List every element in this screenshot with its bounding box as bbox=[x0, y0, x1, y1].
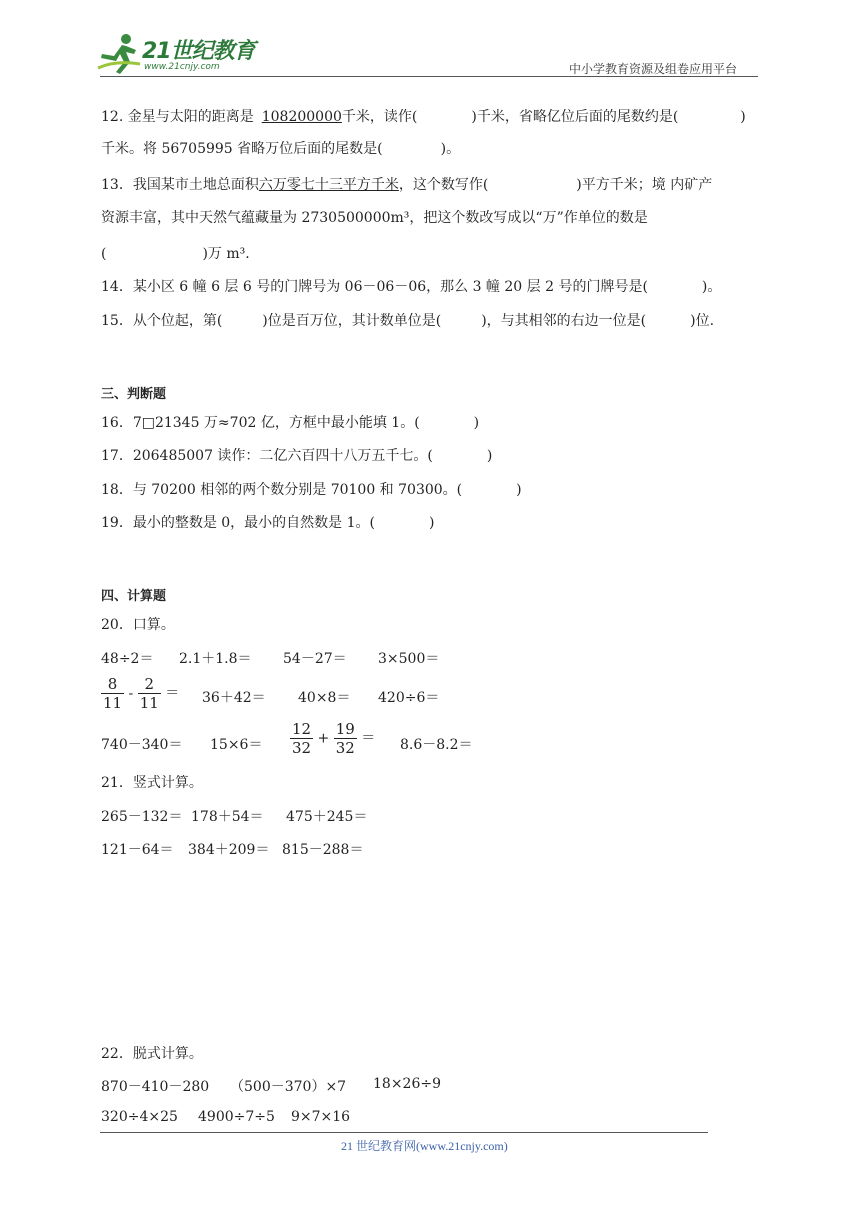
vertical-calc-5: 384＋209＝ bbox=[188, 842, 270, 858]
stepwise-calc-2: （500－370）×7 bbox=[230, 1079, 347, 1095]
vertical-calc-6: 815－288＝ bbox=[282, 842, 364, 858]
oral-calc-1: 48÷2＝ bbox=[101, 651, 154, 667]
runner-logo-icon bbox=[96, 32, 144, 76]
section-3-title: 三、判断题 bbox=[101, 387, 167, 402]
question-22-title: 22．脱式计算。 bbox=[101, 1046, 203, 1062]
oral-calc-9: 740－340＝ bbox=[101, 737, 183, 753]
fraction-12-32: $\frac{12}{32}$ bbox=[292, 720, 312, 757]
section-4-title: 四、计算题 bbox=[101, 589, 167, 604]
site-logo bbox=[96, 32, 256, 76]
stepwise-calc-3: 18×26÷9 bbox=[373, 1076, 441, 1092]
header-divider bbox=[100, 76, 758, 77]
fraction-expression-1: $\frac{8}{11}$ - $\frac{2}{11}$ ＝ bbox=[103, 675, 180, 712]
question-21-title: 21．竖式计算。 bbox=[101, 775, 203, 791]
footer-divider bbox=[100, 1132, 708, 1133]
oral-calc-10: 15×6＝ bbox=[210, 737, 263, 753]
vertical-calc-3: 475＋245＝ bbox=[286, 809, 368, 825]
question-17: 17．206485007 读作：二亿六百四十八万五千七。( ) bbox=[101, 448, 493, 464]
question-19: 19．最小的整数是 0，最小的自然数是 1。( ) bbox=[101, 515, 435, 531]
oral-calc-12: 8.6－8.2＝ bbox=[400, 737, 473, 753]
stepwise-calc-1: 870－410－280 bbox=[101, 1079, 210, 1095]
header-platform-text: 中小学教育资源及组卷应用平台 bbox=[569, 62, 738, 76]
oral-calc-4: 3×500＝ bbox=[378, 651, 440, 667]
stepwise-calc-4: 320÷4×25 bbox=[101, 1109, 178, 1125]
fraction-2-11: $\frac{2}{11}$ bbox=[139, 675, 159, 712]
logo-url: www.21cnjy.com bbox=[144, 62, 220, 72]
fraction-19-32: $\frac{19}{32}$ bbox=[335, 720, 355, 757]
oral-calc-6: 36＋42＝ bbox=[202, 690, 266, 706]
vertical-calc-1: 265－132＝ bbox=[101, 809, 183, 825]
stepwise-calc-5: 4900÷7÷5 bbox=[198, 1109, 275, 1125]
footer-link[interactable]: 21 世纪教育网(www.21cnjy.com) bbox=[341, 1139, 508, 1153]
vertical-calc-2: 178＋54＝ bbox=[191, 809, 264, 825]
question-14: 14．某小区 6 幢 6 层 6 号的门牌号为 06－06－06，那么 3 幢 20 层 2 号的门牌号是( )。 bbox=[101, 279, 722, 295]
fraction-expression-2: $\frac{12}{32}$ + $\frac{19}{32}$ ＝ bbox=[292, 720, 376, 757]
oral-calc-3: 54－27＝ bbox=[283, 651, 347, 667]
stepwise-calc-6: 9×7×16 bbox=[291, 1109, 351, 1125]
oral-calc-2: 2.1＋1.8＝ bbox=[179, 651, 252, 667]
vertical-calc-4: 121－64＝ bbox=[101, 842, 174, 858]
question-16: 16．7□21345 万≈702 亿，方框中最小能填 1。( ) bbox=[101, 415, 480, 431]
question-12-line2: 千米。将 56705995 省略万位后面的尾数是( )。 bbox=[101, 141, 461, 157]
fraction-8-11: $\frac{8}{11}$ bbox=[103, 675, 123, 712]
question-13-line2: 资源丰富，其中天然气蕴藏量为 2730500000m³，把这个数改写成以“万”作单位的数是 bbox=[101, 210, 648, 226]
oral-calc-8: 420÷6＝ bbox=[378, 690, 440, 706]
question-15: 15．从个位起，第( )位是百万位，其计数单位是( )，与其相邻的右边一位是( )位. bbox=[101, 313, 715, 329]
question-12-line1: 12. 金星与太阳的距离是 108200000千米，读作( )千米，省略亿位后面的尾数约是( ) bbox=[101, 109, 746, 125]
question-18: 18．与 70200 相邻的两个数分别是 70100 和 70300。( ) bbox=[101, 482, 522, 498]
logo-text: 21世纪教育 bbox=[142, 39, 255, 64]
oral-calc-7: 40×8＝ bbox=[298, 690, 351, 706]
question-13-line3: ( )万 m³. bbox=[101, 246, 250, 262]
question-13-line1: 13．我国某市土地总面积六万零七十三平方千米，这个数写作( )平方千米；境 内矿产 bbox=[101, 177, 713, 193]
question-20-title: 20．口算。 bbox=[101, 617, 175, 633]
